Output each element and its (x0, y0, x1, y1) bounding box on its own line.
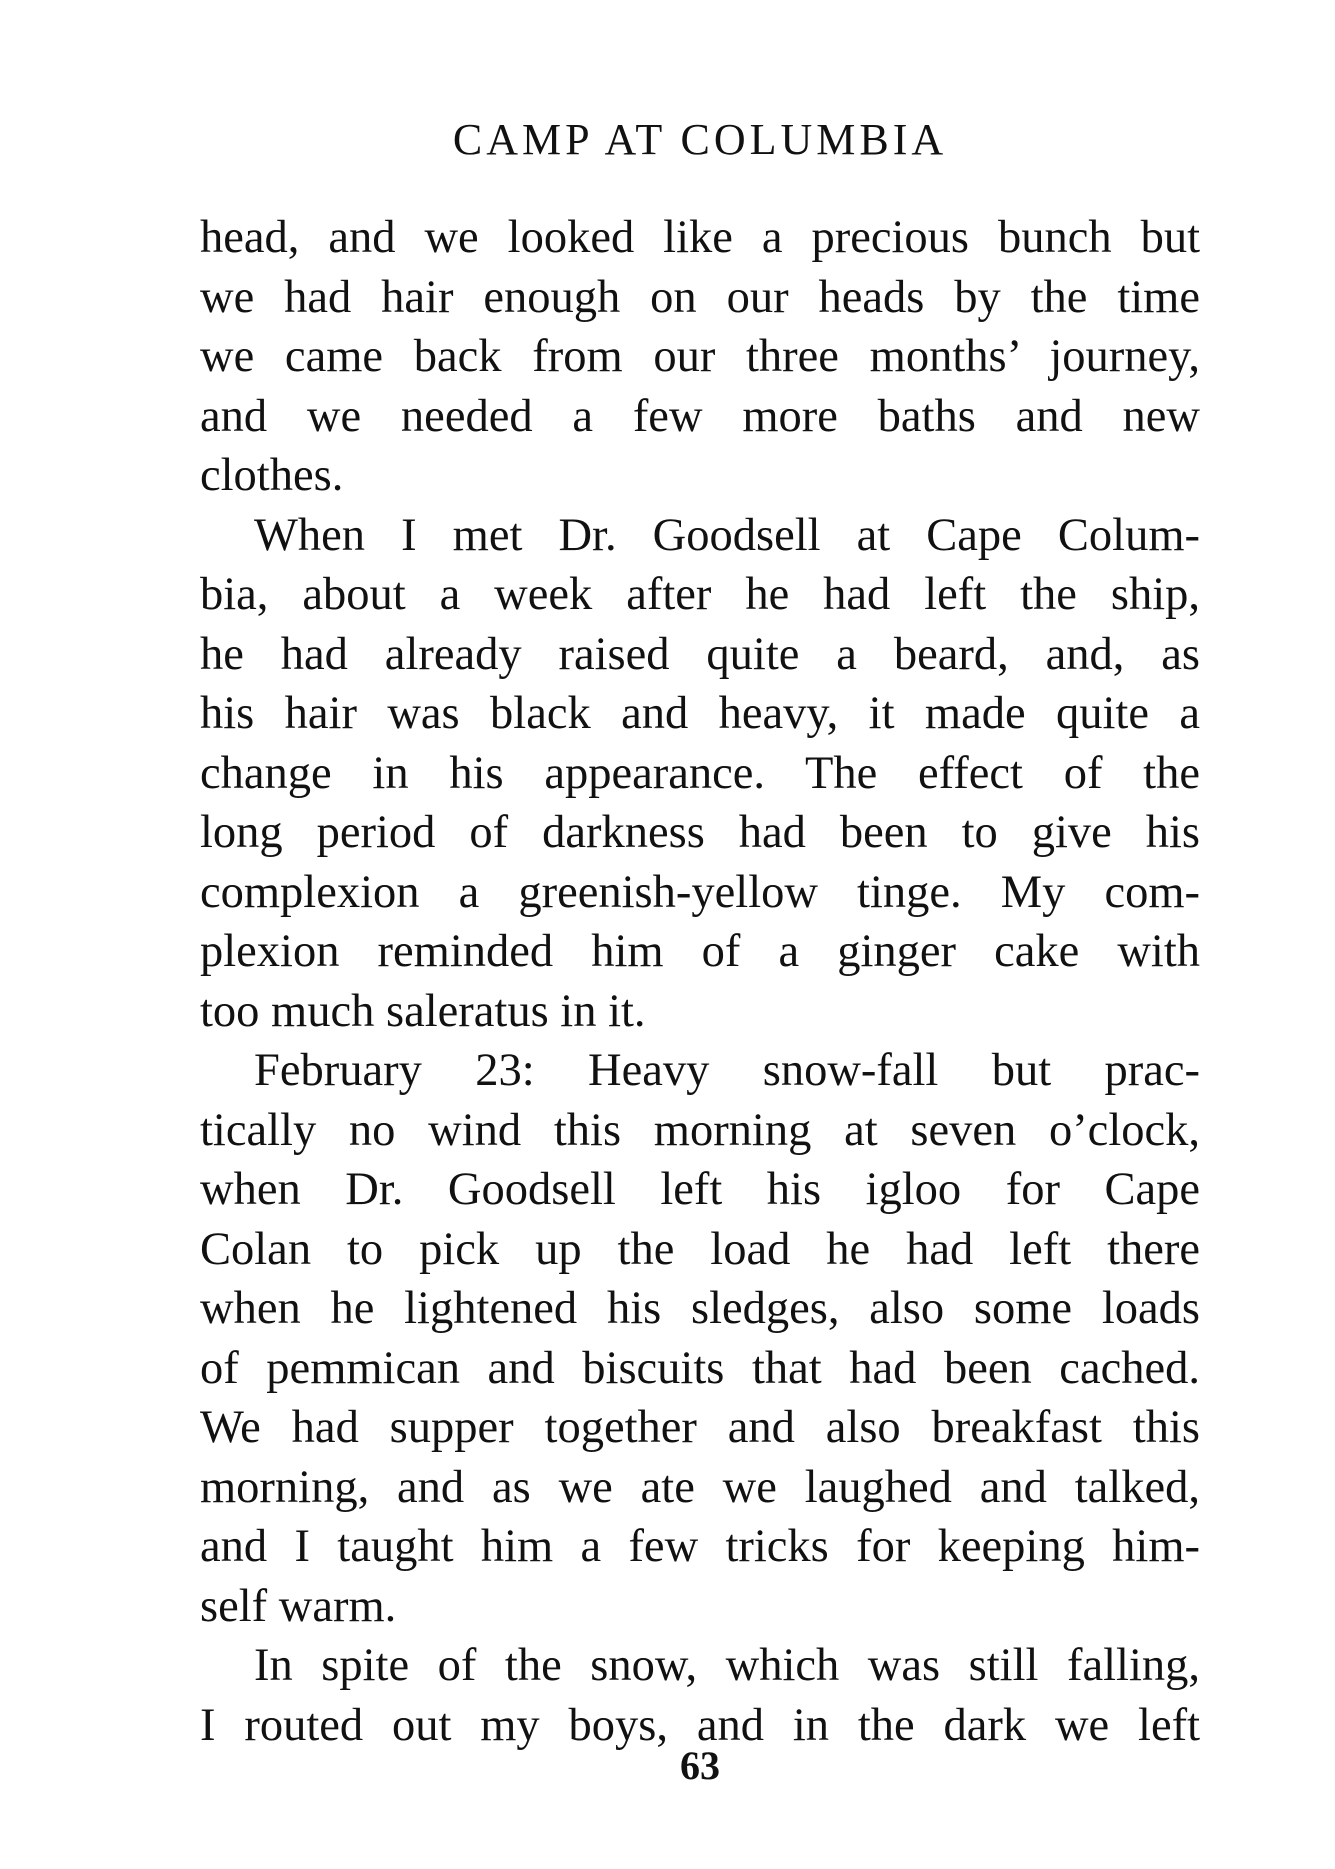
text-line: In spite of the snow, which was still falling, (254, 1640, 1200, 1691)
text-line: his hair was black and heavy, it made quite a (200, 688, 1200, 739)
text-line: when Dr. Goodsell left his igloo for Cape (200, 1164, 1200, 1215)
text-line: head, and we looked like a precious bunch but (200, 212, 1200, 263)
text-line: I routed out my boys, and in the dark we left (200, 1699, 1200, 1751)
text-line: and we needed a few more baths and new (200, 390, 1200, 442)
page-number: 63 (680, 1743, 720, 1788)
text-line: too much saleratus in it. (200, 985, 646, 1037)
text-line: we came back from our three months’ journey, (200, 331, 1200, 382)
text-line: When I met Dr. Goodsell at Cape Colum- (254, 509, 1200, 561)
text-line: when he lightened his sledges, also some loads (200, 1283, 1200, 1334)
paragraph (200, 1636, 1200, 1755)
body-text (200, 208, 1200, 1755)
text-line: complexion a greenish-yellow tinge. My com- (200, 866, 1200, 918)
paragraph (200, 1041, 1200, 1636)
text-line: change in his appearance. The effect of the (200, 747, 1200, 799)
text-line: Colan to pick up the load he had left there (200, 1223, 1200, 1275)
paragraph (200, 506, 1200, 1042)
paragraph (200, 208, 1200, 506)
text-line: of pemmican and biscuits that had been cached. (200, 1342, 1200, 1394)
text-line: February 23: Heavy snow-fall but prac- (254, 1045, 1200, 1096)
running-head: CAMP AT COLUMBIA (452, 115, 948, 164)
text-line: we had hair enough on our heads by the time (200, 271, 1200, 323)
text-line: We had supper together and also breakfast this (200, 1402, 1200, 1453)
text-line: tically no wind this morning at seven o’clock, (200, 1104, 1200, 1156)
text-line: clothes. (200, 450, 344, 501)
text-line: he had already raised quite a beard, and, as (200, 628, 1200, 680)
text-line: long period of darkness had been to give his (200, 807, 1200, 858)
text-line: self warm. (200, 1580, 397, 1632)
text-line: bia, about a week after he had left the ship, (200, 569, 1200, 620)
text-line: plexion reminded him of a ginger cake with (200, 926, 1200, 977)
text-line: and I taught him a few tricks for keeping him- (200, 1521, 1200, 1572)
text-line: morning, and as we ate we laughed and talked, (200, 1461, 1200, 1513)
